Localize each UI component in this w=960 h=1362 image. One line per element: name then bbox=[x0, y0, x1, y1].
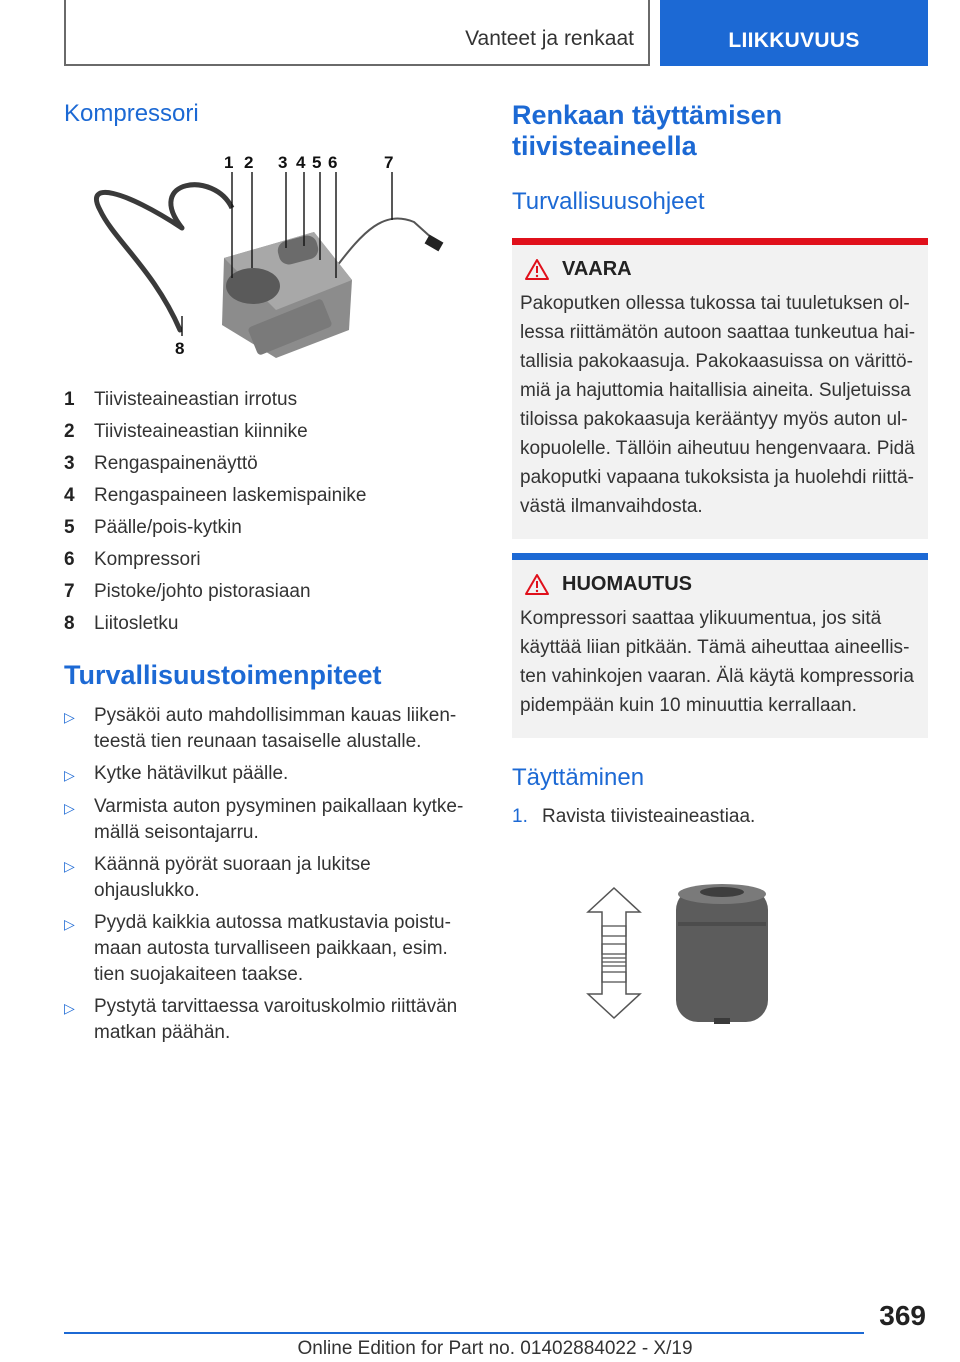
list-item: 1. Ravista tiivisteaineastiaa. bbox=[512, 806, 756, 827]
list-item: ▷ Pysäköi auto mahdollisimman kauas liikenteestä tien reunaan tasaiselle alustalle. bbox=[64, 703, 480, 755]
list-item: 6 Kompressori bbox=[64, 549, 201, 570]
safety-bullet-list bbox=[64, 703, 480, 1046]
triangle-bullet-icon: ▷ bbox=[64, 767, 75, 783]
list-item: ▷ Pyydä kaikkia autossa matkustavia poistumaan autosta turvalliseen paikkaan, esim. tien suojakaiteen taakse. bbox=[64, 910, 480, 988]
notice-box bbox=[512, 553, 928, 738]
triangle-bullet-icon: ▷ bbox=[64, 916, 75, 932]
figure-label: 6 bbox=[328, 153, 338, 172]
compressor-figure bbox=[64, 150, 480, 370]
section-box bbox=[64, 0, 650, 66]
footer-divider bbox=[64, 1332, 864, 1334]
figure-label: 7 bbox=[384, 153, 394, 172]
list-item: 3 Rengaspainenäyttö bbox=[64, 453, 258, 474]
page-header bbox=[64, 0, 928, 66]
footer-edition: Online Edition for Part no. 01402884022 - X/19 bbox=[297, 1338, 693, 1359]
steps-list bbox=[512, 806, 928, 828]
list-item: 1 Tiivisteaineastian irrotus bbox=[64, 389, 298, 410]
figure-label: 5 bbox=[312, 153, 322, 172]
figure-label: 2 bbox=[244, 153, 254, 172]
danger-bar bbox=[512, 238, 928, 245]
compressor-heading: Kompressori bbox=[64, 100, 199, 127]
list-item: 2 Tiivisteaineastian kiinnike bbox=[64, 421, 308, 442]
compressor-illustration bbox=[64, 150, 480, 370]
list-item: ▷ Pystytä tarvittaessa varoituskolmio riittävän matkan päähän. bbox=[64, 994, 480, 1046]
filling-heading: Täyttäminen bbox=[512, 764, 645, 791]
danger-box bbox=[512, 238, 928, 539]
notice-bar bbox=[512, 553, 928, 560]
parts-list bbox=[64, 384, 480, 640]
notice-title-row bbox=[524, 573, 920, 596]
warning-triangle-icon bbox=[524, 258, 550, 281]
figure-label: 8 bbox=[175, 339, 185, 358]
figure-label: 1 bbox=[224, 153, 234, 172]
list-item: 4 Rengaspaineen laskemispainike bbox=[64, 485, 367, 506]
section-title: Vanteet ja renkaat bbox=[465, 27, 634, 50]
warning-triangle-icon bbox=[524, 573, 550, 596]
figure-label: 4 bbox=[296, 153, 306, 172]
triangle-bullet-icon: ▷ bbox=[64, 1000, 75, 1016]
chapter-title: LIIKKUVUUS bbox=[728, 29, 860, 52]
triangle-bullet-icon: ▷ bbox=[64, 800, 75, 816]
list-item: ▷ Varmista auton pysyminen paikallaan kytkemällä seisontajarru. bbox=[64, 794, 480, 846]
list-item: 5 Päälle/pois-kytkin bbox=[64, 517, 242, 538]
sealant-heading: Renkaan täyttämisen tiivisteaineella bbox=[512, 100, 783, 161]
list-item: ▷ Käännä pyörät suoraan ja lukitse ohjauslukko. bbox=[64, 852, 480, 904]
page-number: 369 bbox=[879, 1300, 926, 1331]
list-item: 7 Pistoke/johto pistorasiaan bbox=[64, 581, 311, 602]
safety-measures-heading: Turvallisuustoimenpiteet bbox=[64, 660, 382, 690]
danger-title-row bbox=[524, 258, 920, 281]
left-column bbox=[64, 100, 480, 1052]
figure-label: 3 bbox=[278, 153, 288, 172]
danger-title: VAARA bbox=[562, 258, 632, 280]
chapter-tab bbox=[660, 0, 928, 66]
triangle-bullet-icon: ▷ bbox=[64, 858, 75, 874]
list-item: ▷ Kytke hätävilkut päälle. bbox=[64, 761, 480, 788]
shake-bottle-figure bbox=[586, 882, 856, 1032]
shake-bottle-illustration bbox=[586, 882, 856, 1032]
notice-title: HUOMAUTUS bbox=[562, 573, 692, 595]
right-column bbox=[512, 100, 928, 1032]
list-item: 8 Liitosletku bbox=[64, 613, 179, 634]
notice-text: Kompressori saattaa ylikuumentua, jos sitä käyttää liian pitkään. Tämä aiheuttaa aineellisten vahinkojen vaaran. Älä käytä kompressoria pidempään kuin 10 minuuttia kerrallaan. bbox=[520, 608, 914, 716]
danger-text: Pakoputken ollessa tukossa tai tuuletuksen ollessa riittämätön autoon saattaa tunkeutua haitallisia pakokaasuja. Pakokaasuissa on värittömiä ja hajuttomia haitallisia aineita. Suljetuissa tiloissa pakokaasuja kerääntyy myös auton ulkopuolelle. Tällöin aiheutuu hengenvaara. Pidä pakoputki vapaana tukoksista ja huolehdi riittävästä ilmanvaihdosta. bbox=[520, 293, 916, 517]
triangle-bullet-icon: ▷ bbox=[64, 709, 75, 725]
safety-instructions-heading: Turvallisuusohjeet bbox=[512, 188, 705, 215]
